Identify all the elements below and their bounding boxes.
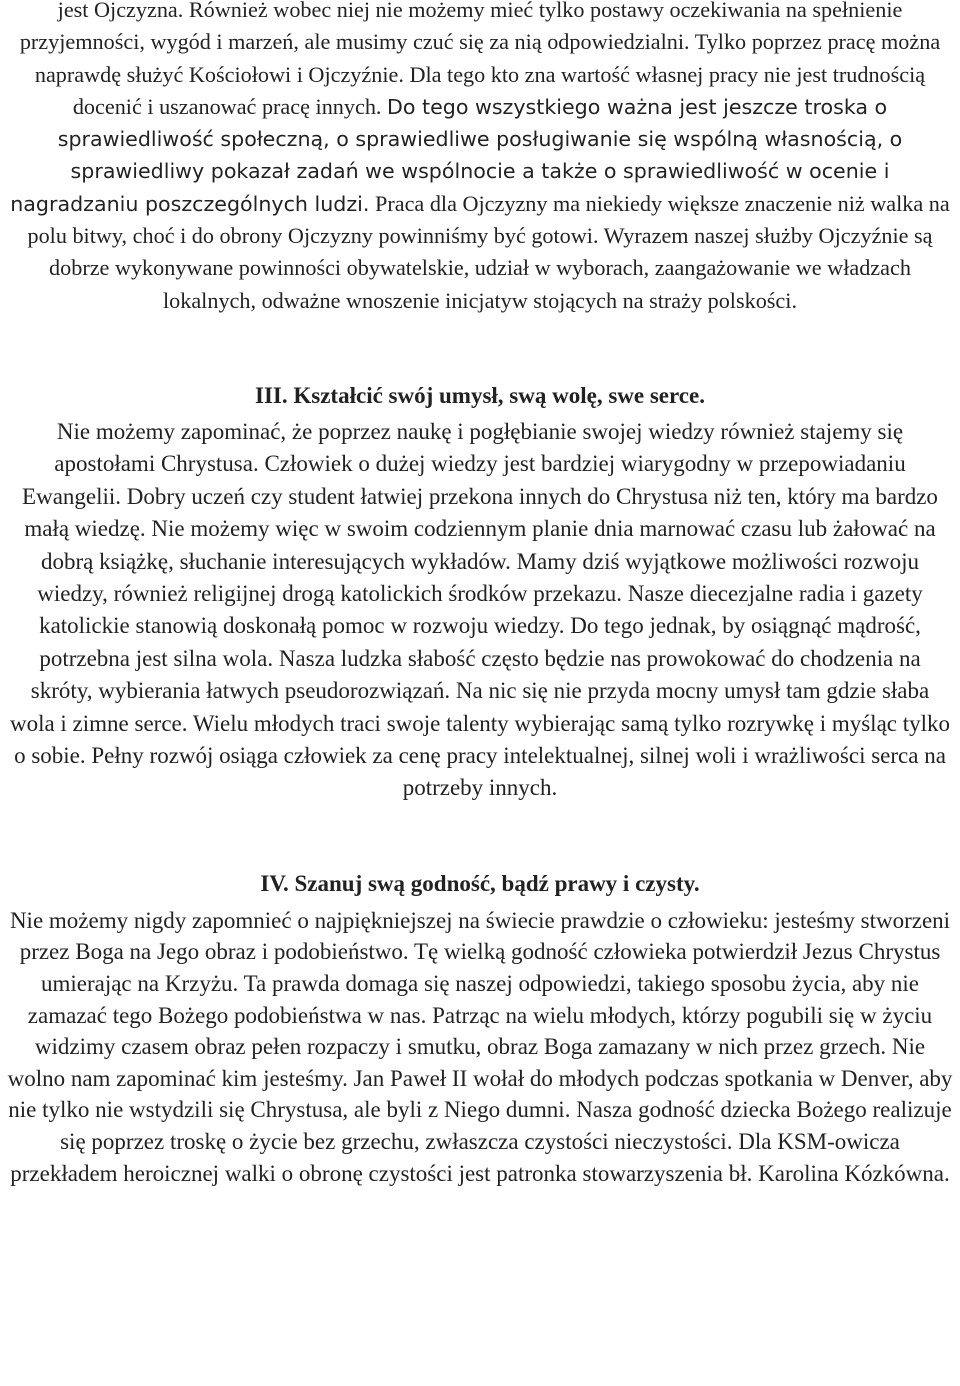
section-heading-iii: III. Kształcić swój umysł, swą wolę, swe serce. bbox=[255, 382, 705, 408]
paragraph-work-for-homeland bbox=[6, 0, 954, 317]
paragraph-dignity: Nie możemy nigdy zapomnieć o najpiękniejszej na świecie prawdzie o człowieku: jesteśmy stworzeni przez Boga na Jego obraz i podobieństwo. Tę wielką godność człowieka potwierdził Jezus Chrystus umierając na Krzyżu. Ta prawda domaga się naszej odpowiedzi, takiego sposobu życia, aby nie zamazać tego Bożego podobieństwa w nas. Patrząc na wielu młodych, którzy pogubili się w życiu widzimy czasem obraz pełen rozpaczy i smutku, obraz Boga zamazany w nich przez grzech. Nie wolno nam zapominać kim jesteśmy. Jan Paweł II wołał do młodych podczas spotkania w Denver, aby nie tylko nie wstydzili się Chrystusa, ale byli z Niego dumni. Nasza godność dziecka Bożego realizuje się poprzez troskę o życie bez grzechu, zwłaszcza czystości nieczystości. Dla KSM-owicza przekładem heroicznej walki o obronę czystości jest patronka stowarzyszenia bł. Karolina Kózkówna. bbox=[7, 907, 953, 1186]
section-heading-iv: IV. Szanuj swą godność, bądź prawy i czysty. bbox=[260, 870, 700, 896]
paragraph-knowledge: Nie możemy zapominać, że poprzez naukę i pogłębianie swojej wiedzy również stajemy się apostołami Chrystusa. Człowiek o dużej wiedzy jest bardziej wiarygodny w przepowiadaniu Ewangelii. Dobry uczeń czy student łatwiej przekona innych do Chrystusa niż ten, który ma bardzo małą wiedzę. Nie możemy więc w swoim codziennym planie dnia marnować czasu lub żałować na dobrą książkę, słuchanie interesujących wykładów. Mamy dziś wyjątkowe możliwości rozwoju wiedzy, również religijnej drogą katolickich środków przekazu. Nasze diecezjalne radia i gazety katolickie stanowią doskonałą pomoc w rozwoju wiedzy. Do tego jednak, by osiągnąć mądrość, potrzebna jest silna wola. Nasza ludzka słabość często będzie nas prowokować do chodzenia na skróty, wybierania łatwych pseudorozwiązań. Na nic się nie przyda mocny umysł tam gdzie słaba wola i zimne serce. Wielu młodych traci swoje talenty wybierając samą tylko rozrywkę i myśląc tylko o sobie. Pełny rozwój osiąga człowiek za cenę pracy intelektualnej, silnej woli i wrażliwości serca na potrzeby innych. bbox=[9, 418, 951, 801]
paragraph-1-intro: jest Ojczyzna. Również wobec niej nie możemy mieć tylko postawy oczekiwania na spełnienie przyjemności, wygód i marzeń, ale musimy czuć się za nią odpowiedzialni. Tylko poprzez pracę można naprawdę służyć Kościołowi i Ojczyźnie. Dla tego kto zna wartość własnej pracy nie jest trudnością docenić i uszanować pracę innych. bbox=[19, 0, 941, 119]
paragraph-1-end: Praca dla Ojczyzny ma niekiedy większe znaczenie niż walka na polu bitwy, choć i do obrony Ojczyzny powinniśmy być gotowi. Wyrazem naszej służby Ojczyźnie są dobrze wykonywane powinności obywatelskie, udział w wyborach, zaangażowanie we władzach lokalnych, odważne wnoszenie inicjatyw stojących na straży polskości. bbox=[27, 190, 950, 313]
paragraph-1-middle: Do tego wszystkiego ważna jest jeszcze troska o sprawiedliwość społeczną, o sprawiedliwe posługiwanie się wspólną własnością, o sprawiedliwy pokazał zadań we wspólnocie a także o sprawiedliwość w ocenie i nagradzaniu poszczególnych ludzi. bbox=[10, 94, 903, 216]
